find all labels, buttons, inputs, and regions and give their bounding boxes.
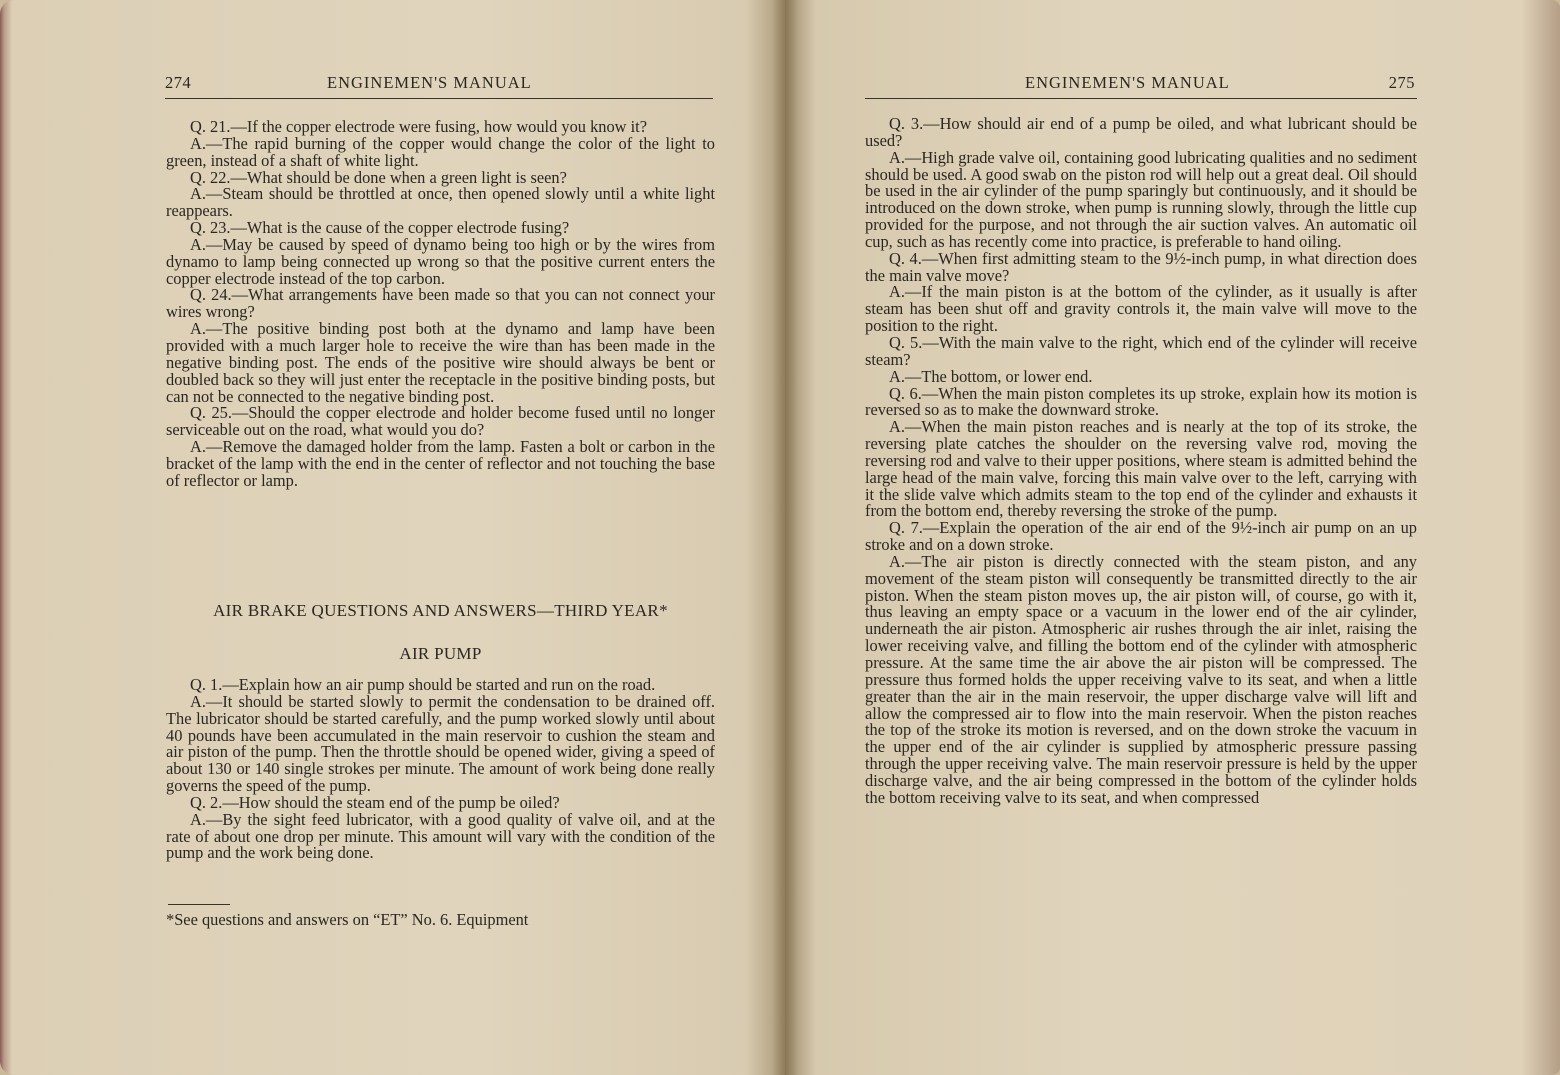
paragraph: A.—The bottom, or lower end. — [889, 366, 1093, 386]
right-body — [865, 116, 1417, 807]
paragraph: Q. 7.—Explain the operation of the air end of the 9½-inch air pump on an up stroke and on a down stroke. — [865, 518, 1417, 555]
paragraph: Q. 2.—How should the steam end of the pump be oiled? — [190, 792, 560, 812]
paragraph: A.—Remove the damaged holder from the lamp. Fasten a bolt or carbon in the bracket of the lamp with the end in the center of reflector and not touching the base of reflector or lamp. — [166, 437, 715, 490]
book-gutter — [772, 0, 798, 1075]
paragraph: A.—When the main piston reaches and is nearly at the top of its stroke, the reversing plate catches the shoulder on the reversing valve rod, moving the reversing rod and valve to their upper positions, where steam is admitted behind the large head of the main valve, forcing this main valve over to the left, carrying with it the slide valve which admits steam to the top end of the cylinder and exhausts it from the bottom end, thereby reversing the stroke of the pump. — [865, 417, 1417, 521]
paragraph: Q. 1.—Explain how an air pump should be started and run on the road. — [190, 675, 656, 694]
paragraph: A.—May be caused by speed of dynamo being too high or by the wires from dynamo to lamp being connected up wrong so that the positive current enters the copper electrode instead of the top carbon. — [166, 234, 715, 288]
right-page — [785, 0, 1560, 1075]
running-title: ENGINEMEN'S MANUAL — [1025, 73, 1230, 92]
right-page-header — [865, 70, 1417, 99]
paragraph: A.—By the sight feed lubricator, with a good quality of valve oil, and at the rate of about one drop per minute. This amount will vary with the condition of the pump and the work being done. — [166, 809, 715, 863]
paragraph: A.—It should be started slowly to permit the condensation to be drained off. The lubricator should be started carefully, and the pump worked slowly until about 40 pounds have been accumulated in the main reservoir to cushion the steam and air piston of the pump. Then the throttle should be opened wider, giving a speed of about 130 or 140 single strokes per minute. The amount of work being done really governs the speed of the pump. — [166, 691, 715, 796]
footnote: *See questions and answers on “ET” No. 6. Equipment — [166, 910, 529, 929]
page-number: 274 — [165, 73, 192, 92]
page-number: 275 — [1388, 73, 1415, 92]
paragraph: Q. 5.—With the main valve to the right, which end of the cylinder will receive steam? — [865, 332, 1417, 369]
paragraph: A.—The positive binding post both at the dynamo and lamp have been provided with a much larger hole to receive the wire than has been made in the negative binding post. The ends of the positive wire should always be bent or doubled back so they will just enter the receptacle in the positive binding posts, but can not be connected to the negative binding post. — [166, 319, 715, 406]
paragraph: Q. 4.—When first admitting steam to the 9½-inch pump, in what direction does the main valve move? — [865, 248, 1417, 285]
paragraph: A.—High grade valve oil, containing good lubricating qualities and no sediment should be used. A good swab on the piston rod will help out a great deal. Oil should be used in the air cylinder of the pump sparingly but continuously, and it should be introduced on the down stroke, when pump is running slowly, through the little cup provided for the purpose, and not through the air suction valves. An automatic oil cup, such as has recently come into practice, is preferable to hand oiling. — [865, 147, 1417, 251]
paragraph: Q. 23.—What is the cause of the copper electrode fusing? — [190, 218, 570, 238]
paragraph: Q. 21.—If the copper electrode were fusing, how would you know it? — [190, 117, 647, 136]
paragraph: Q. 3.—How should air end of a pump be oiled, and what lubricant should be used? — [865, 114, 1417, 150]
paragraph: Q. 24.—What arrangements have been made so that you can not connect your wires wrong? — [166, 285, 715, 322]
section-heading: AIR BRAKE QUESTIONS AND ANSWERS—THIRD YEAR* — [213, 601, 668, 620]
footnote-rule — [168, 904, 230, 905]
left-body-top — [166, 119, 715, 490]
paragraph: Q. 22.—What should be done when a green light is seen? — [190, 167, 567, 187]
left-body-bottom — [166, 677, 715, 862]
paragraph: A.—Steam should be throttled at once, then opened slowly until a white light reappears. — [166, 184, 715, 221]
paragraph: Q. 25.—Should the copper electrode and holder become fused until no longer serviceable out on the road, what would you do? — [166, 403, 715, 440]
paragraph: Q. 6.—When the main piston completes its up stroke, explain how its motion is reversed so as to make the downward stroke. — [865, 383, 1417, 420]
running-title: ENGINEMEN'S MANUAL — [327, 73, 532, 92]
left-page-header — [165, 70, 713, 99]
sub-heading: AIR PUMP — [399, 644, 482, 663]
paragraph: A.—If the main piston is at the bottom of the cylinder, as it usually is after steam has been shut off and gravity controls it, the main valve will move to the position to the right. — [865, 282, 1417, 336]
paragraph: A.—The rapid burning of the copper would change the color of the light to green, instead of a shaft of white light. — [166, 133, 715, 170]
paragraph: A.—The air piston is directly connected with the steam piston, and any movement of the steam piston will consequently be transmitted directly to the air piston. When the steam piston moves up, the air piston will, of course, go with it, thus leaving an empty space or a vacuum in the lower end of the air cylinder, underneath the air piston. Atmospheric air rushes through the air inlet, raising the lower receiving valve, and filling the bottom end of the cylinder with atmospheric pressure. At the same time the air above the air piston will be compressed. The pressure thus formed holds the upper receiving valve to its seat, and when a little greater than the air in the main reservoir, the upper discharge valve will lift and allow the compressed air to flow into the main reservoir. When the piston reaches the top of the stroke its motion is reversed, and on the down stroke the vacuum in the upper end of the air cylinder is supplied by atmospheric pressure passing through the upper receiving valve. The main reservoir pressure is held by the upper discharge valve, and the air being compressed in the bottom of the cylinder holds the bottom receiving valve to its seat, and when compressed — [865, 551, 1417, 807]
